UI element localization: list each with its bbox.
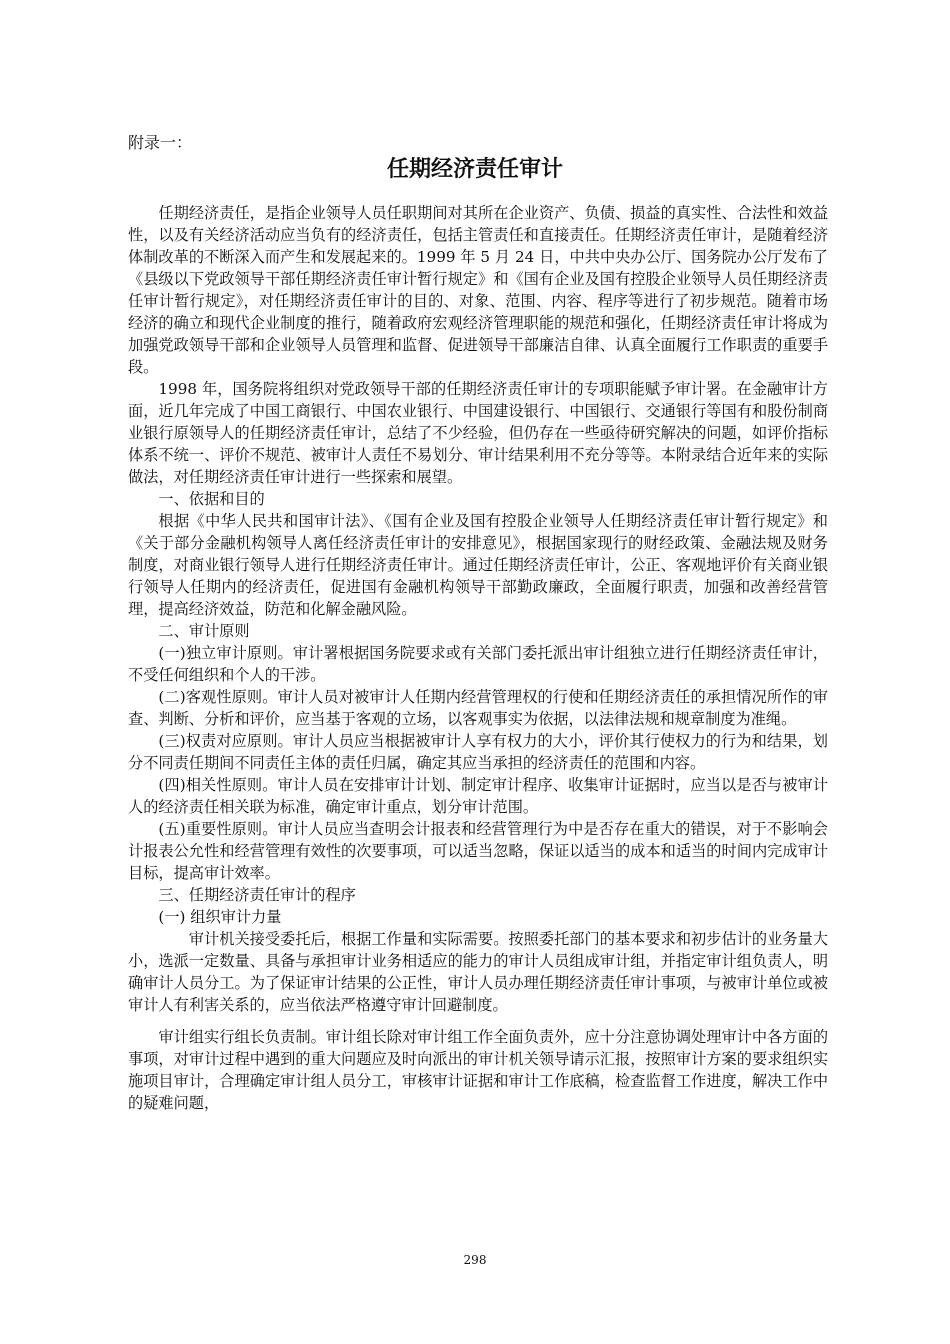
appendix-label: 附录一： (128, 133, 193, 152)
paragraph-team-leader: 审计组实行组长负责制。审计组长除对审计组工作全面负责外，应十分注意协调处理审计中各方面的事项，对审计过程中遇到的重大问题应及时向派出的审计机关领导请示汇报，按照审计方案的要求组织实施项目审计，合理确定审计组人员分工，审核审计证据和审计工作底稿，检查监督工作进度，解决工作中的疑难问题， (128, 1028, 828, 1112)
paragraph-intro: 任期经济责任，是指企业领导人员任职期间对其所在企业资产、负债、损益的真实性、合法性和效益性，以及有关经济活动应当负有的经济责任，包括主管责任和直接责任。任期经济责任审计，是随着经济体制改革的不断深入而产生和发展起来的。1999 年 5 月 24 日，中共中央办公厅、国务院办公厅发布了《县级以下党政领导干部任期经济责任审计暂行规定》和《国有企业及国有控股企业领导人员任期经济责任审计暂行规定》，对任期经济责任审计的目的、对象、范围、内容、程序等进行了初步规范。随着市场经济的确立和现代企业制度的推行，随着政府宏观经济管理职能的规范和强化，任期经济责任审计将成为加强党政领导干部和企业领导人员管理和监督、促进领导干部廉洁自律、认真全面履行工作职责的重要手段。 (128, 204, 828, 376)
document-title: 任期经济责任审计 (386, 157, 563, 182)
principle-materiality: (五)重要性原则。审计人员应当查明会计报表和经营管理行为中是否存在重大的错误，对于不影响会计报表公允性和经营管理有效性的次要事项，可以适当忽略，保证以适当的成本和适当的时间内完成审计目标，提高审计效率。 (128, 820, 828, 882)
page-number: 298 (463, 1253, 487, 1267)
paragraph-history: 1998 年，国务院将组织对党政领导干部的任期经济责任审计的专项职能赋予审计署。在金融审计方面，近几年完成了中国工商银行、中国农业银行、中国建设银行、中国银行、交通银行等国有和股份制商业银行原领导人的任期经济责任审计，总结了不少经验，但仍存在一些亟待研究解决的问题，如评价指标体系不统一、评价不规范、被审计人责任不易划分、审计结果利用不充分等等。本附录结合近年来的实际做法，对任期经济责任审计进行一些探索和展望。 (128, 380, 828, 486)
principle-rights-responsibility: (三)权责对应原则。审计人员应当根据被审计人享有权力的大小，评价其行使权力的行为和结果，划分不同责任期间不同责任主体的责任归属，确定其应当承担的经济责任的范围和内容。 (128, 732, 828, 772)
paragraph-basis: 根据《中华人民共和国审计法》、《国有企业及国有控股企业领导人任期经济责任审计暂行规定》和《关于部分金融机构领导人离任经济责任审计的安排意见》，根据国家现行的财经政策、金融法规及财务制度，对商业银行领导人进行任期经济责任审计。通过任期经济责任审计，公正、客观地评价有关商业银行领导人任期内的经济责任，促进国有金融机构领导干部勤政廉政，全面履行职责，加强和改善经营管理，提高经济效益，防范和化解金融风险。 (128, 512, 828, 618)
principle-independence: (一)独立审计原则。审计署根据国务院要求或有关部门委托派出审计组独立进行任期经济责任审计，不受任何组织和个人的干涉。 (128, 644, 828, 684)
heading-audit-procedure: 三、任期经济责任审计的程序 (158, 886, 356, 904)
paragraph-organize-team: 审计机关接受委托后，根据工作量和实际需要。按照委托部门的基本要求和初步估计的业务量大小，选派一定数量、具备与承担审计业务相适应的能力的审计人员组成审计组，并指定审计组负责人，明确审计人员分工。为了保证审计结果的公正性，审计人员办理任期经济责任审计事项，与被审计单位或被审计人有利害关系的，应当依法严格遵守审计回避制度。 (128, 930, 828, 1014)
heading-basis-and-purpose: 一、依据和目的 (158, 490, 265, 508)
document-body (128, 202, 828, 1114)
principle-objectivity: (二)客观性原则。审计人员对被审计人任期内经营管理权的行使和任期经济责任的承担情况所作的审查、判断、分析和评价，应当基于客观的立场，以客观事实为依据，以法律法规和规章制度为准绳。 (128, 688, 828, 728)
principle-relevance: (四)相关性原则。审计人员在安排审计计划、制定审计程序、收集审计证据时，应当以是否与被审计人的经济责任相关联为标准，确定审计重点，划分审计范围。 (128, 776, 828, 816)
subheading-organize-audit-team: (一) 组织审计力量 (158, 908, 282, 926)
heading-audit-principles: 二、审计原则 (158, 622, 250, 640)
